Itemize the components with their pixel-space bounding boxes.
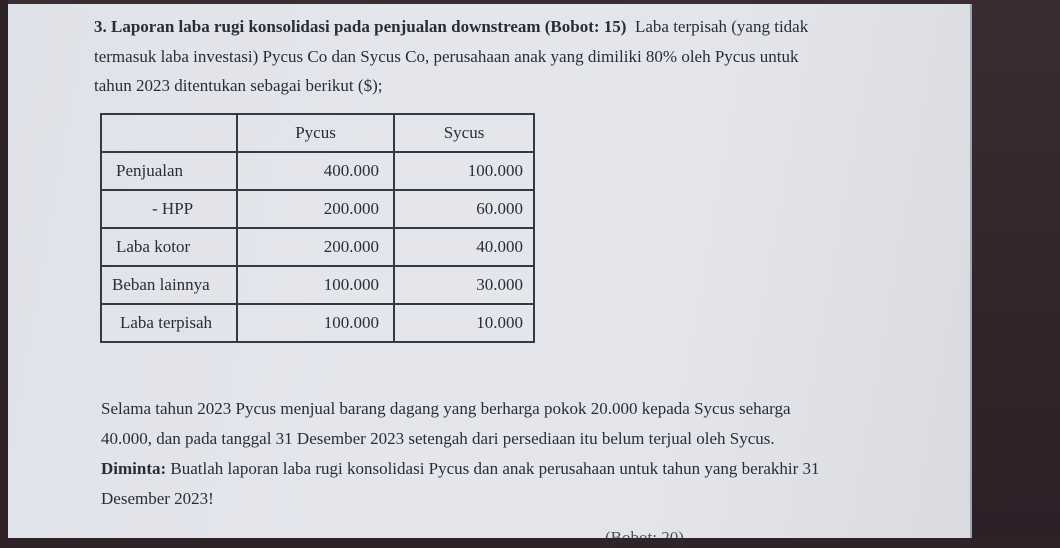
question-title: Laporan laba rugi konsolidasi pada penjualan downstream (Bobot: 15) <box>111 17 627 36</box>
row-label: Laba terpisah <box>101 304 237 342</box>
table-header-row <box>101 114 534 152</box>
pycus-value: 100.000 <box>237 304 394 342</box>
diminta-text: Buatlah laporan laba rugi konsolidasi Pycus dan anak perusahaan untuk tahun yang berakhir 31 <box>166 459 820 478</box>
row-label: Penjualan <box>101 152 237 190</box>
body-line-3 <box>101 454 941 484</box>
header-pycus: Pycus <box>237 114 394 152</box>
sycus-value: 30.000 <box>394 266 534 304</box>
row-label: Laba kotor <box>101 228 237 266</box>
question-intro <box>94 12 894 101</box>
monitor-left-bezel <box>0 0 8 538</box>
pycus-value: 400.000 <box>237 152 394 190</box>
body-line-1: Selama tahun 2023 Pycus menjual barang dagang yang berharga pokok 20.000 kepada Sycus seharga <box>101 399 791 418</box>
table-row <box>101 304 534 342</box>
income-table <box>100 113 535 343</box>
pycus-value: 200.000 <box>237 228 394 266</box>
intro-line-1: Laba terpisah (yang tidak <box>634 17 809 36</box>
table-row <box>101 228 534 266</box>
row-label: - HPP <box>101 190 237 228</box>
body-line-4: Desember 2023! <box>101 489 214 508</box>
intro-line-2: termasuk laba investasi) Pycus Co dan Sycus Co, perusahaan anak yang dimiliki 80% oleh Pycus untuk <box>94 46 799 66</box>
header-empty <box>101 114 237 152</box>
pycus-value: 200.000 <box>237 190 394 228</box>
question-number: 3. <box>94 17 107 36</box>
question-heading-line <box>94 12 894 42</box>
table-row <box>101 190 534 228</box>
table-row <box>101 266 534 304</box>
sycus-value: 100.000 <box>394 152 534 190</box>
pycus-value: 100.000 <box>237 266 394 304</box>
question-body <box>101 394 941 514</box>
body-line-2: 40.000, dan pada tanggal 31 Desember 2023 setengah dari persediaan itu belum terjual oleh Sycus. <box>101 429 775 448</box>
table-row <box>101 152 534 190</box>
sycus-value: 60.000 <box>394 190 534 228</box>
row-label: Beban lainnya <box>101 266 237 304</box>
monitor-right-bezel <box>972 0 1060 538</box>
sycus-value: 40.000 <box>394 228 534 266</box>
sycus-value: 10.000 <box>394 304 534 342</box>
header-sycus: Sycus <box>394 114 534 152</box>
next-question-cut-off: (Bobot: 20) <box>605 528 684 547</box>
diminta-label: Diminta: <box>101 459 167 478</box>
intro-line-3: tahun 2023 ditentukan sebagai berikut ($); <box>94 76 383 95</box>
